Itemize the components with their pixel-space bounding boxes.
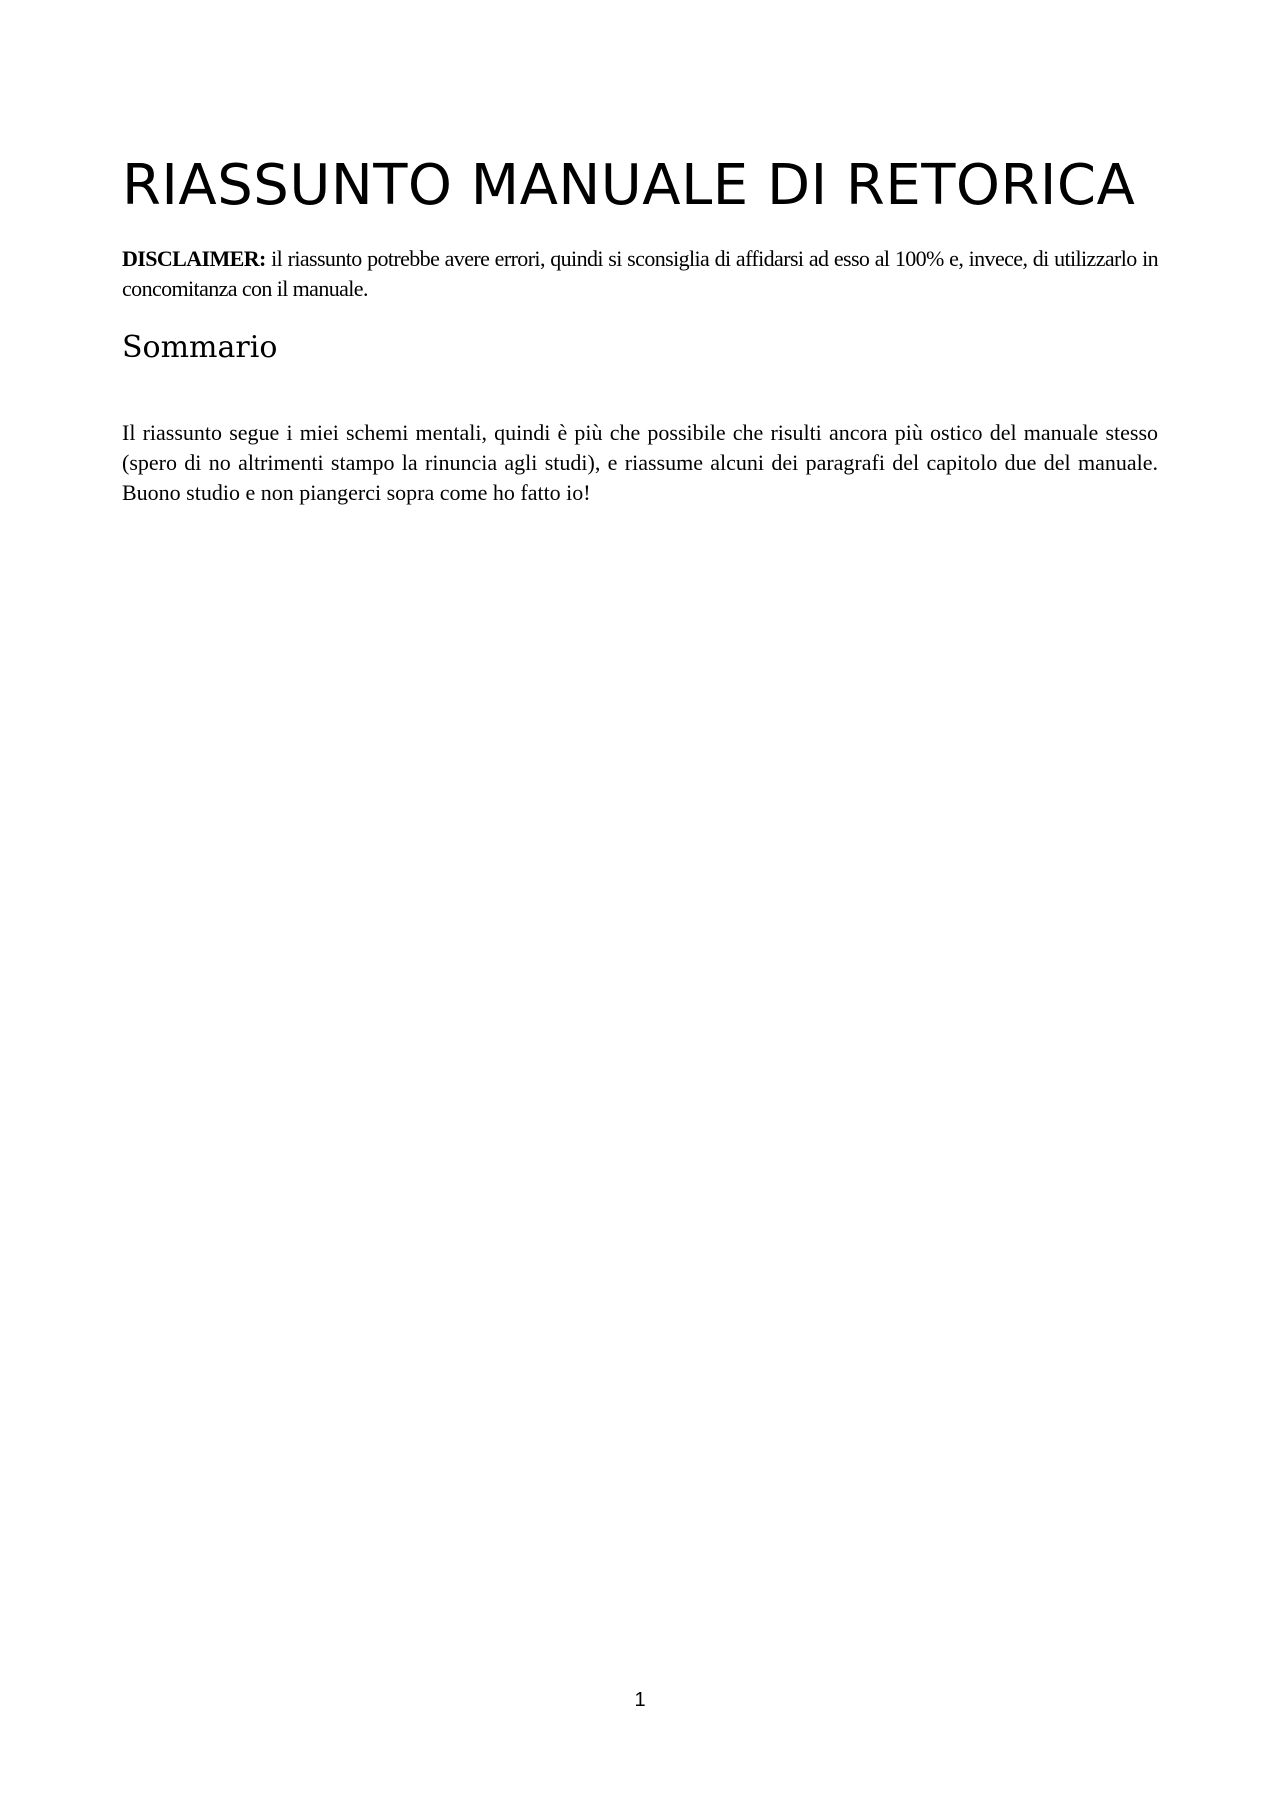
- document-title: RIASSUNTO MANUALE DI RETORICA: [122, 153, 1136, 218]
- disclaimer-label: DISCLAIMER:: [122, 246, 266, 271]
- section-heading-sommario: Sommario: [122, 330, 278, 365]
- disclaimer-text: il riassunto potrebbe avere errori, quindi si sconsiglia di affidarsi ad esso al 100% e, invece, di utilizzarlo in concomitanza con il manuale.: [122, 246, 1158, 301]
- body-paragraph: Il riassunto segue i miei schemi mentali, quindi è più che possibile che risulti ancora più ostico del manuale stesso (spero di no altrimenti stampo la rinuncia agli studi), e riassume alcuni dei paragrafi del capitolo due del manuale. Buono studio e non piangerci sopra come ho fatto io!: [122, 420, 1158, 505]
- page-number: 1: [634, 1689, 646, 1711]
- disclaimer-paragraph: [122, 244, 1158, 304]
- page-content: [122, 150, 1158, 508]
